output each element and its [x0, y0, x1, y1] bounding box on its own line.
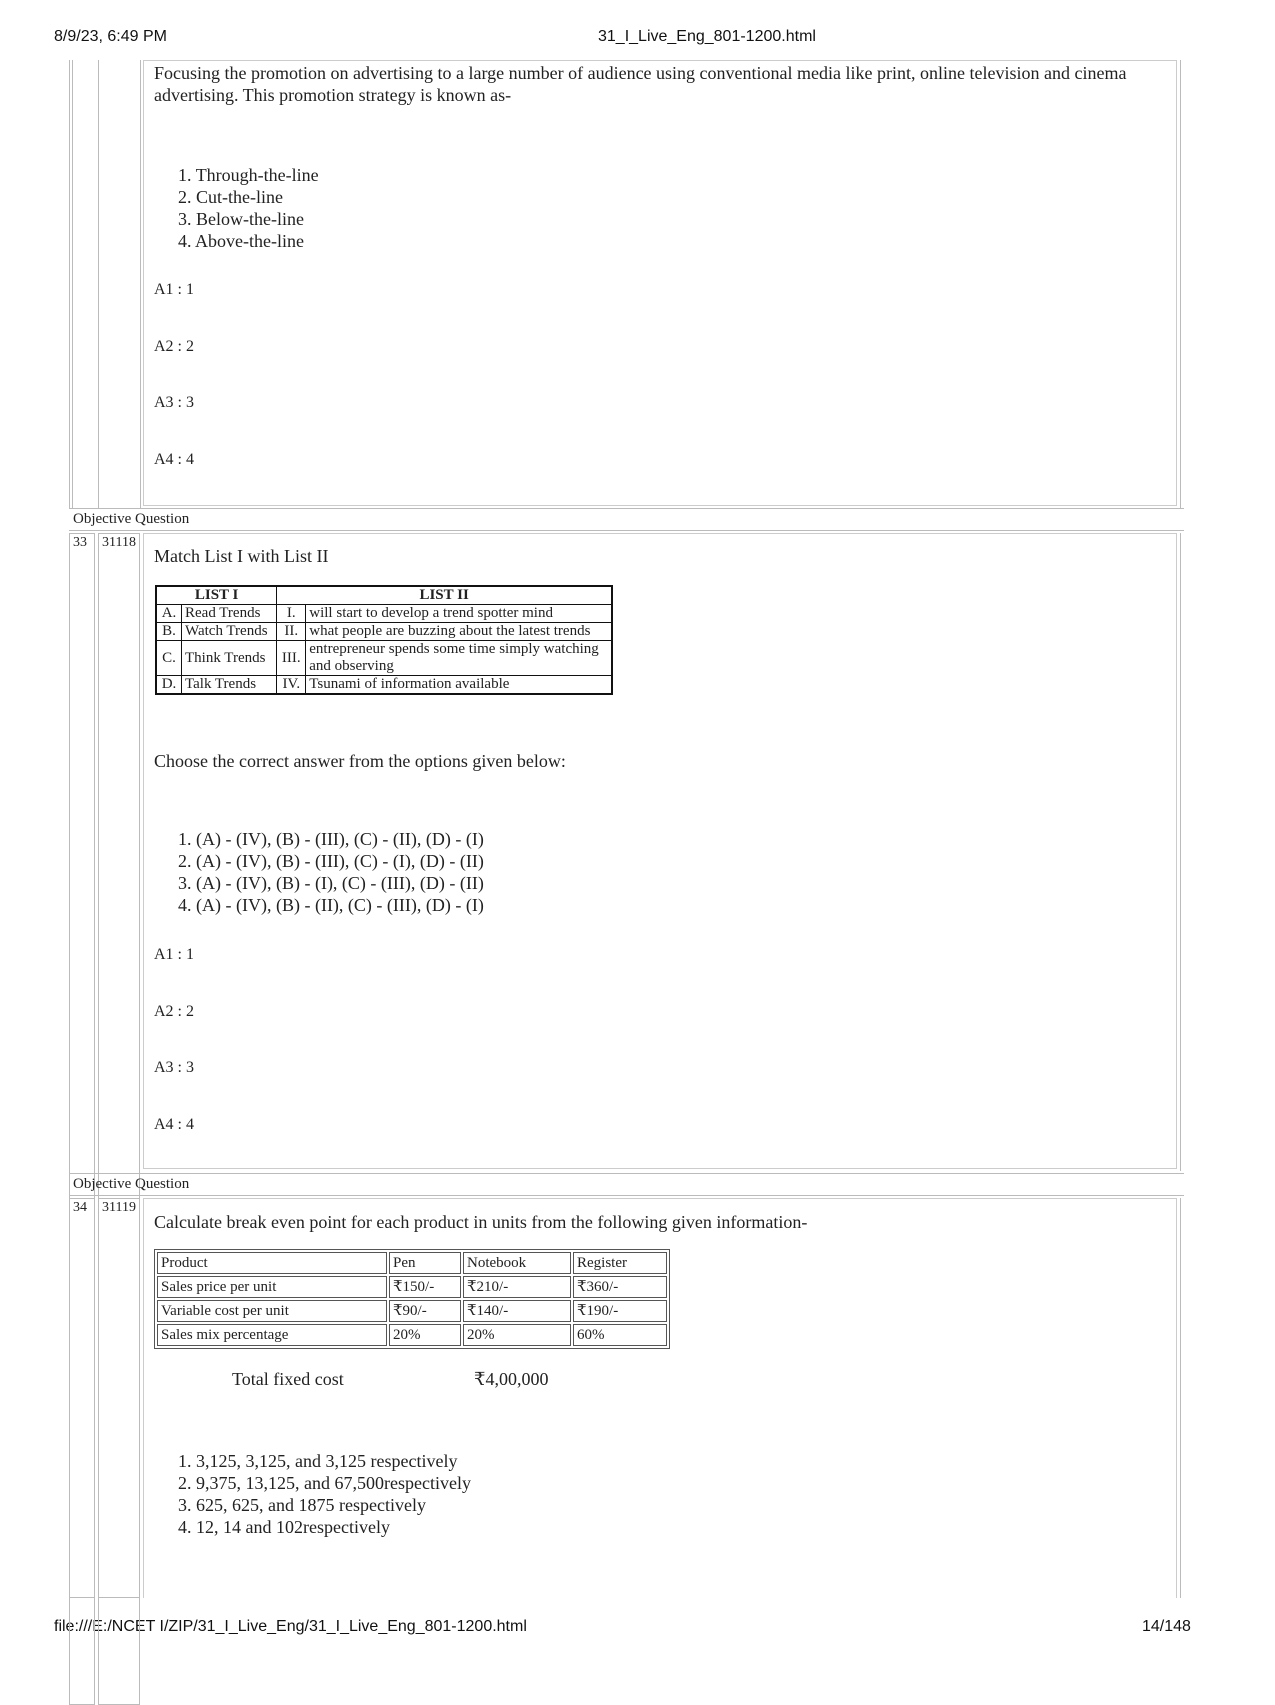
options-list: [150, 1450, 471, 1538]
table-cell: ₹210/-: [463, 1276, 571, 1298]
options-list: [150, 164, 319, 252]
question-text: Match List I with List II: [154, 546, 329, 566]
option-item: 1. Through-the-line: [178, 164, 319, 186]
question-number-cell: [69, 1198, 95, 1598]
list2-numeral: III.: [277, 641, 306, 676]
table-cell: 20%: [389, 1324, 461, 1346]
table-cell: ₹360/-: [573, 1276, 667, 1298]
option-item: 4. Above-the-line: [178, 230, 319, 252]
break-even-data-table: [154, 1249, 670, 1349]
option-item: 1. 3,125, 3,125, and 3,125 respectively: [178, 1450, 471, 1472]
list1-letter: D.: [156, 676, 182, 695]
table-cell: 20%: [463, 1324, 571, 1346]
list2-item: what people are buzzing about the latest trends: [306, 623, 612, 641]
table-row: [157, 1276, 667, 1298]
frame-line: [140, 60, 141, 508]
table-cell: ₹150/-: [389, 1276, 461, 1298]
table-cell: Sales mix percentage: [157, 1324, 387, 1346]
list1-item: Watch Trends: [182, 623, 277, 641]
table-cell: ₹90/-: [389, 1300, 461, 1322]
print-doc-title: 31_I_Live_Eng_801-1200.html: [598, 28, 816, 45]
question-number: 33: [73, 535, 87, 550]
frame-line: [69, 1195, 1184, 1196]
question-number: 34: [73, 1200, 87, 1215]
table-row: [156, 605, 612, 623]
question-text: Calculate break even point for each product in units from the following given information-: [154, 1212, 808, 1232]
option-item: 1. (A) - (IV), (B) - (III), (C) - (II), (D) - (I): [178, 828, 484, 850]
answer-option: A2 : 2: [154, 1003, 194, 1020]
question-id-cell: [98, 1198, 140, 1598]
list2-item: entrepreneur spends some time simply watching and observing: [306, 641, 612, 676]
answer-option: A4 : 4: [154, 1116, 194, 1133]
print-datetime: 8/9/23, 6:49 PM: [54, 28, 167, 45]
frame-line: [98, 60, 99, 508]
option-item: 4. (A) - (IV), (B) - (II), (C) - (III), (D) - (I): [178, 894, 484, 916]
table-header: LIST II: [277, 586, 612, 605]
frame-line: [69, 530, 1184, 531]
question-content-box: [143, 60, 1177, 506]
list1-letter: A.: [156, 605, 182, 623]
option-item: 4. 12, 14 and 102respectively: [178, 1516, 471, 1538]
frame-line: [1180, 533, 1181, 1171]
question-type-label: Objective Question: [73, 511, 190, 527]
table-cell: ₹190/-: [573, 1300, 667, 1322]
table-cell: Pen: [389, 1252, 461, 1274]
question-id: 31118: [102, 535, 136, 550]
question-type-label: Objective Question: [73, 1176, 190, 1192]
list2-numeral: II.: [277, 623, 306, 641]
answer-option: A1 : 1: [154, 946, 194, 963]
option-item: 3. Below-the-line: [178, 208, 319, 230]
question-id: 31119: [102, 1200, 136, 1215]
option-item: 3. (A) - (IV), (B) - (I), (C) - (III), (D) - (II): [178, 872, 484, 894]
table-cell: Variable cost per unit: [157, 1300, 387, 1322]
answer-option: A1 : 1: [154, 281, 194, 298]
list1-item: Talk Trends: [182, 676, 277, 695]
frame-line: [1180, 1198, 1181, 1598]
list2-numeral: IV.: [277, 676, 306, 695]
table-cell: Register: [573, 1252, 667, 1274]
match-list-table: [155, 585, 613, 695]
frame-line: [72, 60, 73, 508]
option-item: 2. 9,375, 13,125, and 67,500respectively: [178, 1472, 471, 1494]
options-list: [150, 828, 484, 916]
answer-option: A2 : 2: [154, 338, 194, 355]
table-cell: Sales price per unit: [157, 1276, 387, 1298]
table-row: [156, 641, 612, 676]
frame-line: [69, 1173, 1184, 1174]
list2-item: Tsunami of information available: [306, 676, 612, 695]
list1-letter: B.: [156, 623, 182, 641]
table-row: [157, 1324, 667, 1346]
print-file-path: file:///E:/NCET I/ZIP/31_I_Live_Eng/31_I_Live_Eng_801-1200.html: [54, 1618, 527, 1635]
list2-numeral: I.: [277, 605, 306, 623]
fixed-cost-label: Total fixed cost: [232, 1369, 344, 1389]
table-row: [157, 1300, 667, 1322]
fixed-cost-value: ₹4,00,000: [474, 1369, 549, 1389]
table-row: [157, 1252, 667, 1274]
print-page-number: 14/148: [1142, 1618, 1191, 1635]
question-text: Focusing the promotion on advertising to a large number of audience using conventional media like print, online television and cinema advertising. This promotion strategy is known as-: [154, 63, 1127, 105]
question-instruction: Choose the correct answer from the options given below:: [154, 751, 566, 771]
frame-line: [69, 60, 70, 508]
list2-item: will start to develop a trend spotter mind: [306, 605, 612, 623]
frame-line: [1180, 60, 1181, 508]
option-item: 2. Cut-the-line: [178, 186, 319, 208]
table-cell: Product: [157, 1252, 387, 1274]
table-cell: 60%: [573, 1324, 667, 1346]
table-row: [156, 676, 612, 695]
answer-option: A3 : 3: [154, 394, 194, 411]
frame-line: [69, 508, 1184, 509]
answer-option: A4 : 4: [154, 451, 194, 468]
table-cell: ₹140/-: [463, 1300, 571, 1322]
answer-option: A3 : 3: [154, 1059, 194, 1076]
table-cell: Notebook: [463, 1252, 571, 1274]
list1-item: Think Trends: [182, 641, 277, 676]
option-item: 3. 625, 625, and 1875 respectively: [178, 1494, 471, 1516]
option-item: 2. (A) - (IV), (B) - (III), (C) - (I), (D) - (II): [178, 850, 484, 872]
table-row: [156, 623, 612, 641]
list1-item: Read Trends: [182, 605, 277, 623]
table-header: LIST I: [156, 586, 277, 605]
list1-letter: C.: [156, 641, 182, 676]
